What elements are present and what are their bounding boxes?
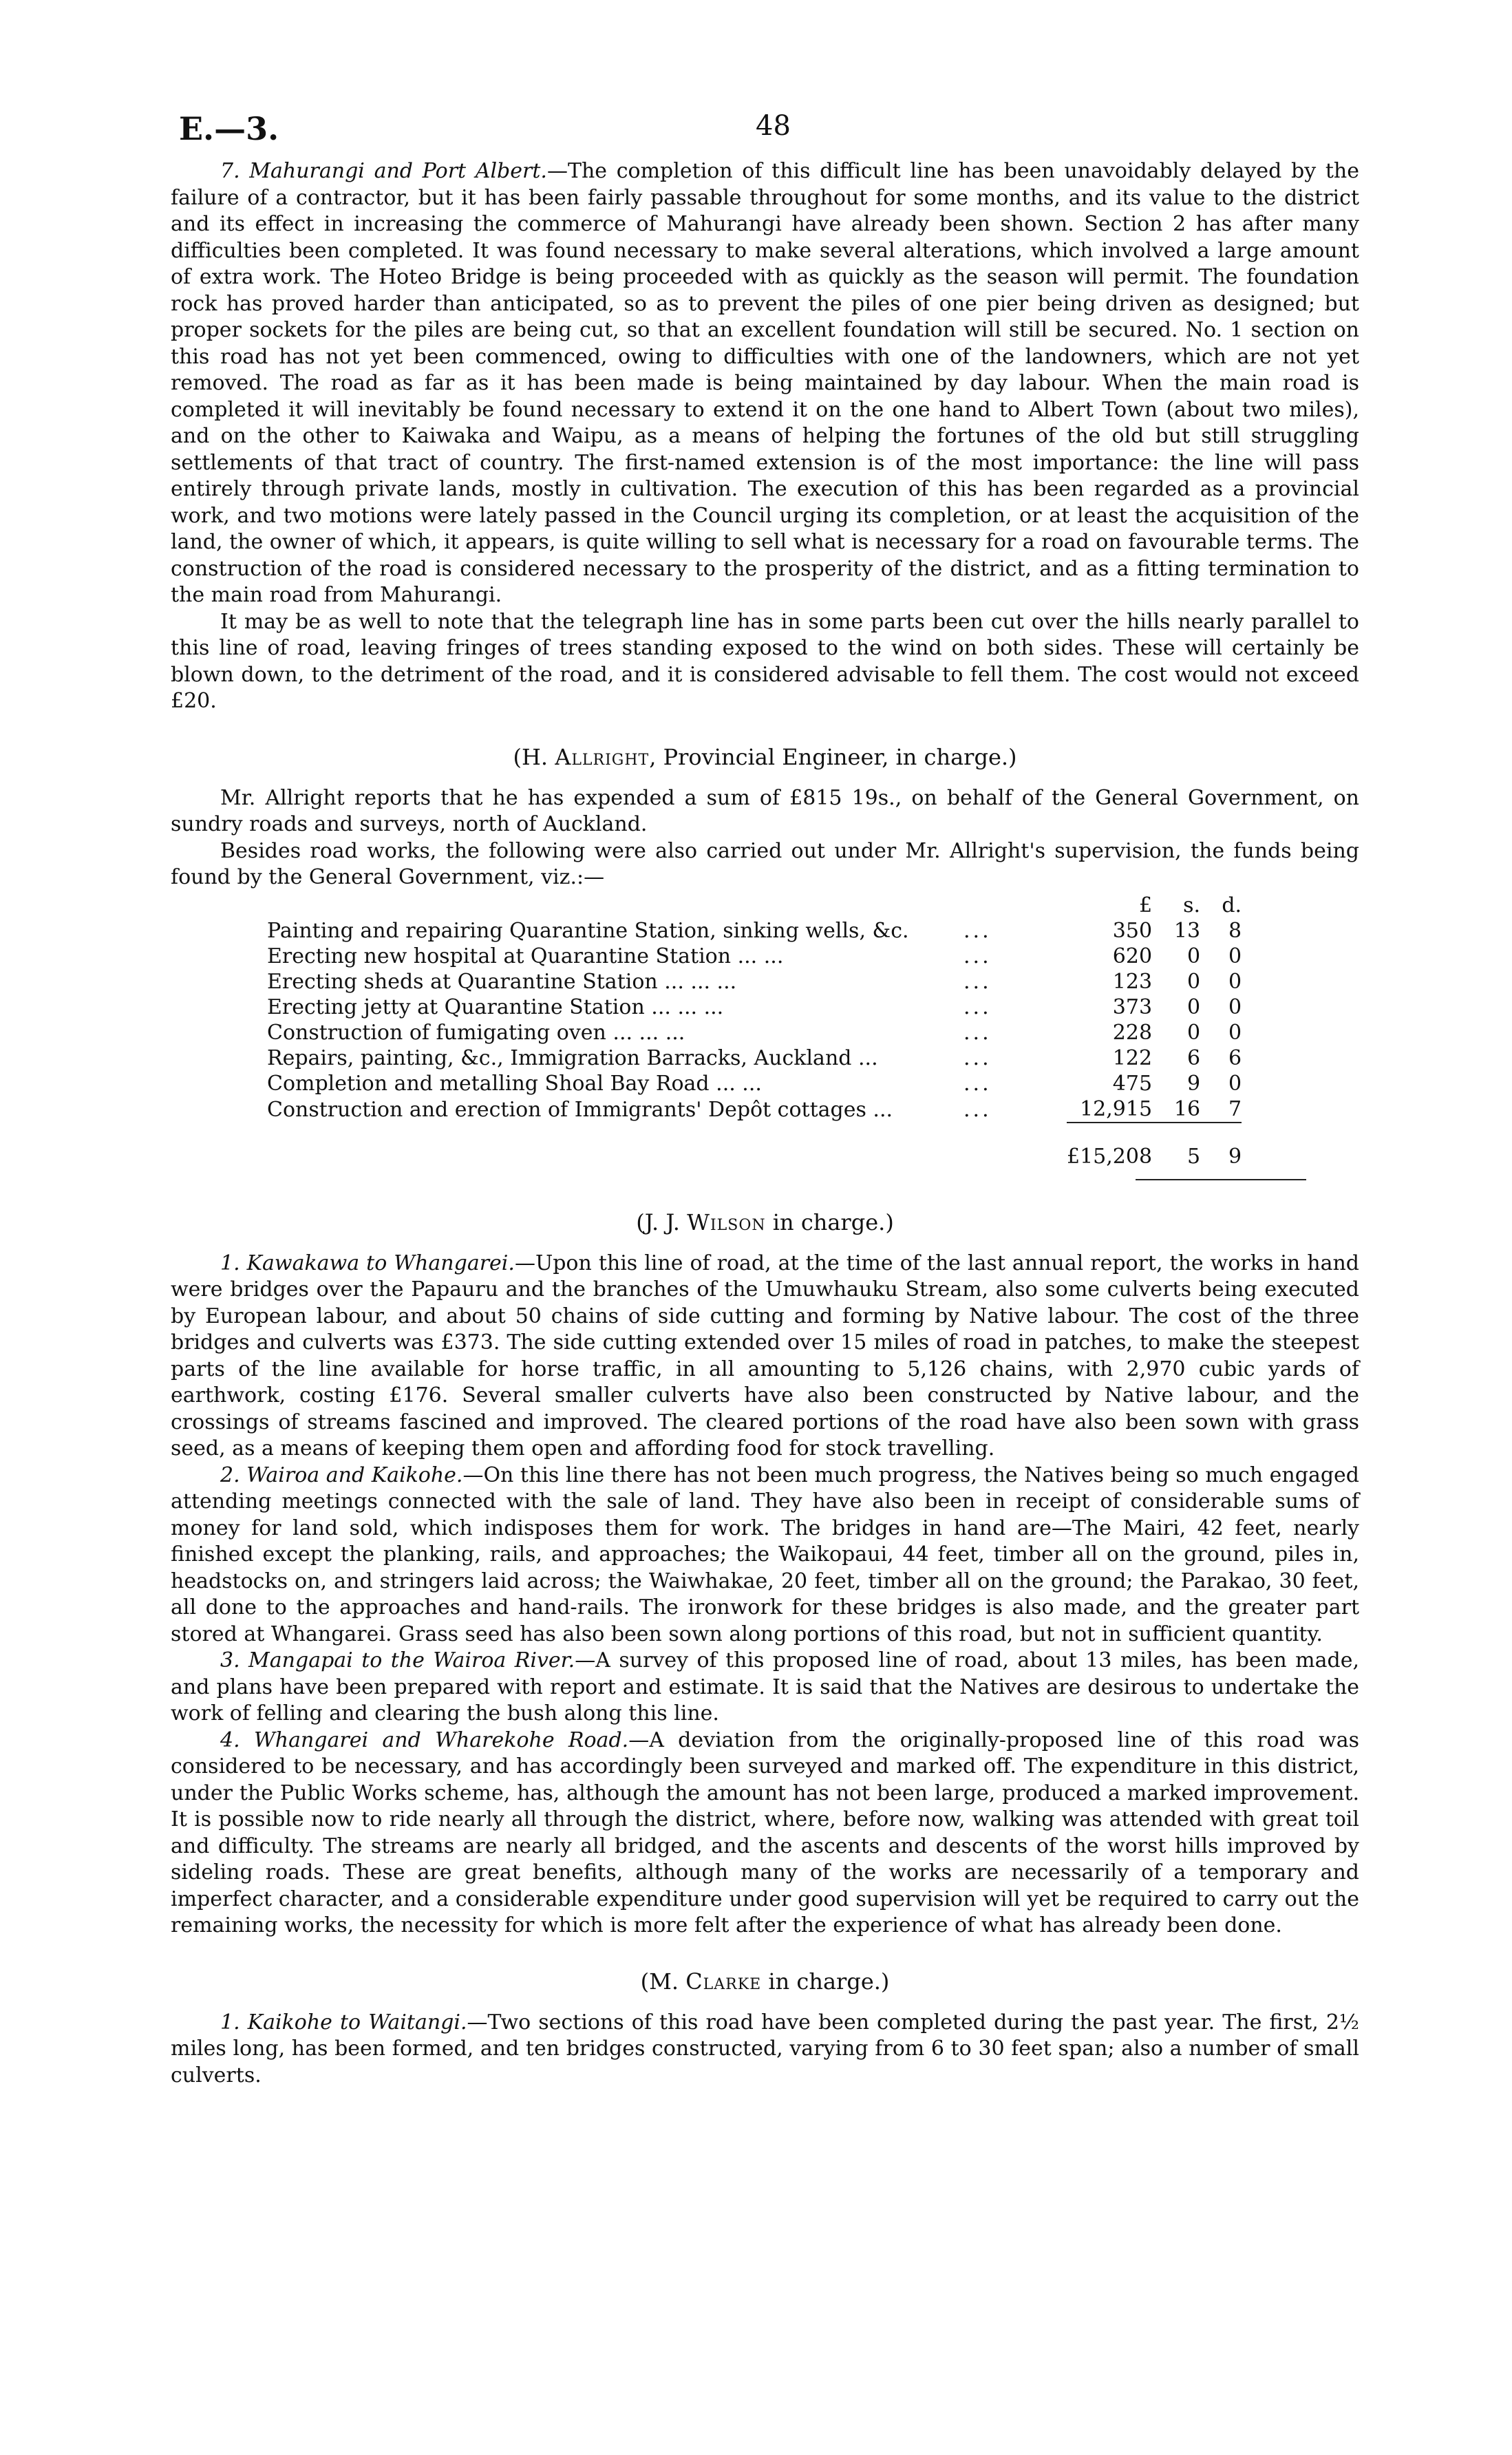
paragraph-expenditure: Mr. Allright reports that he has expended a sum of £815 19s., on behalf of the General Government, on sundry roads and surveys, north of Auckland. <box>171 785 1359 836</box>
table-row: Erecting sheds at Quarantine Station ... ... ... ... 123 0 0 <box>267 969 1242 994</box>
page-header <box>171 110 1359 158</box>
paragraph-other-works: Besides road works, the following were also carried out under Mr. Allright's supervision, the funds being found by the General Government, viz.:— <box>171 838 1359 889</box>
paragraph-title: 4. Whangarei and Wharekohe Road. <box>220 1728 629 1752</box>
paragraph-whangarei <box>171 1728 1359 1939</box>
table-row: Completion and metalling Shoal Bay Road ... ... ... 475 9 0 <box>267 1071 1242 1096</box>
header-pounds: £ <box>1138 893 1153 917</box>
engineer-name: Wilson <box>687 1209 766 1235</box>
paragraph-title: 2. Wairoa and Kaikohe. <box>220 1463 463 1487</box>
total-double-rule <box>1136 1179 1306 1180</box>
paragraph-mahurangi <box>171 158 1359 609</box>
section-clarke <box>171 1968 1359 2090</box>
total-shillings: 5 <box>1152 1123 1200 1169</box>
paragraph-kawakawa <box>171 1251 1359 1463</box>
document-reference: E.—3. <box>179 110 279 147</box>
section-heading: (M. Clarke in charge.) <box>640 1968 890 1995</box>
paragraph-telegraph <box>171 609 1359 715</box>
paragraph-body: —A deviation from the originally-proposed line of this road was considered to be necessary, and has accordingly been surveyed and marked off. The expenditure in this district, under the Public Works scheme, has, although the amount has not been large, produced a marked improvement. It is possible now to ride nearly all through the district, where, before now, walking was attended with great toil and difficulty. The streams are nearly all bridged, and the ascents and descents of the worst hills improved by sideling roads. These are great benefits, although many of the works are necessarily of a temporary and imperfect character, and a considerable expenditure under good supervision will yet be required to carry out the remaining works, the necessity for which is more felt after the experience of what has already been done. <box>171 1728 1359 1937</box>
works-cost-table <box>267 893 1242 1169</box>
table-row: Painting and repairing Quarantine Station, sinking wells, &c. ... 350 13 8 <box>267 918 1242 943</box>
section-wilson <box>171 1209 1359 1939</box>
paragraph-body: —The completion of this difficult line has been unavoidably delayed by the failure of a contractor, but it has been fairly passable throughout for some months, and its value to the district and its effect in increasing the commerce of Mahurangi have already been shown. Section 2 has after many difficulties been completed. It was found necessary to make several alterations, which involved a large amount of extra work. The Hoteo Bridge is being proceeded with as quickly as the season will permit. The foundation rock has proved harder than anticipated, so as to prevent the piles of one pier being driven as designed; but proper sockets for the piles are being cut, so that an excellent foundation will still be secured. No. 1 section on this road has not yet been commenced, owing to difficulties with one of the landowners, which are not yet removed. The road as far as it has been made is being maintained by day labour. When the main road is completed it will inevitably be found necessary to extend it on the one hand to Albert Town (about two miles), and on the other to Kaiwaka and Waipu, as a means of helping the fortunes of the old but still struggling settlements of that tract of country. The first-named extension is of the most importance: the line will pass entirely through private lands, mostly in cultivation. The execution of this has been regarded as a provincial work, and two motions were lately passed in the Council urging its completion, or at least the acquisition of the land, the owner of which, it appears, is quite willing to sell what is necessary for a road on favourable terms. The construction of the road is considered necessary to the prosperity of the district, and as a fitting termination to the main road from Mahurangi. <box>171 159 1359 607</box>
intro-section <box>171 158 1359 715</box>
section-allright <box>171 744 1359 1180</box>
total-pounds: £15,208 <box>1067 1123 1152 1169</box>
table-total-row <box>267 1123 1242 1169</box>
table-row: Construction and erection of Immigrants' Depôt cottages ... ... 12,915 16 7 <box>267 1096 1242 1122</box>
table-row: Repairs, painting, &c., Immigration Barracks, Auckland ... ... 122 6 6 <box>267 1045 1242 1070</box>
section-heading: (J. J. Wilson in charge.) <box>636 1209 894 1235</box>
paragraph-title: 7. Mahurangi and Port Albert. <box>220 159 547 183</box>
paragraph-body: —On this line there has not been much progress, the Natives being so much engaged attending meetings connected with the sale of land. They have also been in receipt of considerable sums of money for land sold, which indisposes them for work. The bridges in hand are—The Mairi, 42 feet, nearly finished except the planking, rails, and approaches; the Waikopaui, 44 feet, timber all on the ground, piles in, headstocks on, and stringers laid across; the Waiwhakae, 20 feet, timber all on the ground; the Parakao, 30 feet, all done to the approaches and hand-rails. The ironwork for these bridges is also made, and the greater part stored at Whangarei. Grass seed has also been sown along portions of this road, but not in sufficient quantity. <box>171 1463 1359 1646</box>
header-pence: d. <box>1222 893 1242 917</box>
paragraph-body: —Upon this line of road, at the time of the last annual report, the works in hand were bridges over the Papauru and the branches of the Umuwhauku Stream, also some culverts being executed by European labour, and about 50 chains of side cutting and forming by Native labour. The cost of the three bridges and culverts was £373. The side cutting extended over 15 miles of road in patches, to make the steepest parts of the line available for horse traffic, in all amounting to 5,126 chains, with 2,970 cubic yards of earthwork, costing £176. Several smaller culverts have also been constructed by Native labour, and the crossings of streams fascined and improved. The cleared portions of the road have also been sown with grass seed, as a means of keeping them open and affording food for stock travelling. <box>171 1251 1359 1460</box>
paragraph-wairoa <box>171 1463 1359 1648</box>
paragraph-title: 1. Kawakawa to Whangarei. <box>220 1251 515 1275</box>
total-pence: 9 <box>1200 1123 1242 1169</box>
table-row: Erecting jetty at Quarantine Station ... ... ... ... 373 0 0 <box>267 995 1242 1019</box>
table-row: Erecting new hospital at Quarantine Station ... ... ... 620 0 0 <box>267 944 1242 968</box>
paragraph-title: 3. Mangapai to the Wairoa River. <box>220 1648 575 1672</box>
header-shillings: s. <box>1183 893 1201 917</box>
paragraph-body: —A survey of this proposed line of road, about 13 miles, has been made, and plans have been prepared with report and estimate. It is said that the Natives are desirous to undertake the work of felling and clearing the bush along this line. <box>171 1648 1360 1725</box>
section-heading: (H. Allright, Provincial Engineer, in charge.) <box>513 743 1017 770</box>
table-row: Construction of fumigating oven ... ... ... ... 228 0 0 <box>267 1020 1242 1045</box>
engineer-name: Clarke <box>685 1968 762 1995</box>
table-header-row <box>267 893 1242 918</box>
paragraph-kaikohe <box>171 2010 1359 2090</box>
paragraph-body: It may be as well to note that the telegraph line has in some parts been cut over the hills nearly parallel to this line of road, leaving fringes of trees standing exposed to the wind on both sides. These will certainly be blown down, to the detriment of the road, and it is considered advisable to fell them. The cost would not exceed £20. <box>171 609 1359 713</box>
paragraph-title: 1. Kaikohe to Waitangi. <box>220 2010 467 2034</box>
paragraph-mangapai <box>171 1648 1359 1728</box>
page-number: 48 <box>756 110 791 142</box>
paragraph-body: —Two sections of this road have been completed during the past year. The first, 2½ miles long, has been formed, and ten bridges constructed, varying from 6 to 30 feet span; also a number of small culverts. <box>171 2010 1359 2087</box>
engineer-name: Allright <box>555 743 650 770</box>
